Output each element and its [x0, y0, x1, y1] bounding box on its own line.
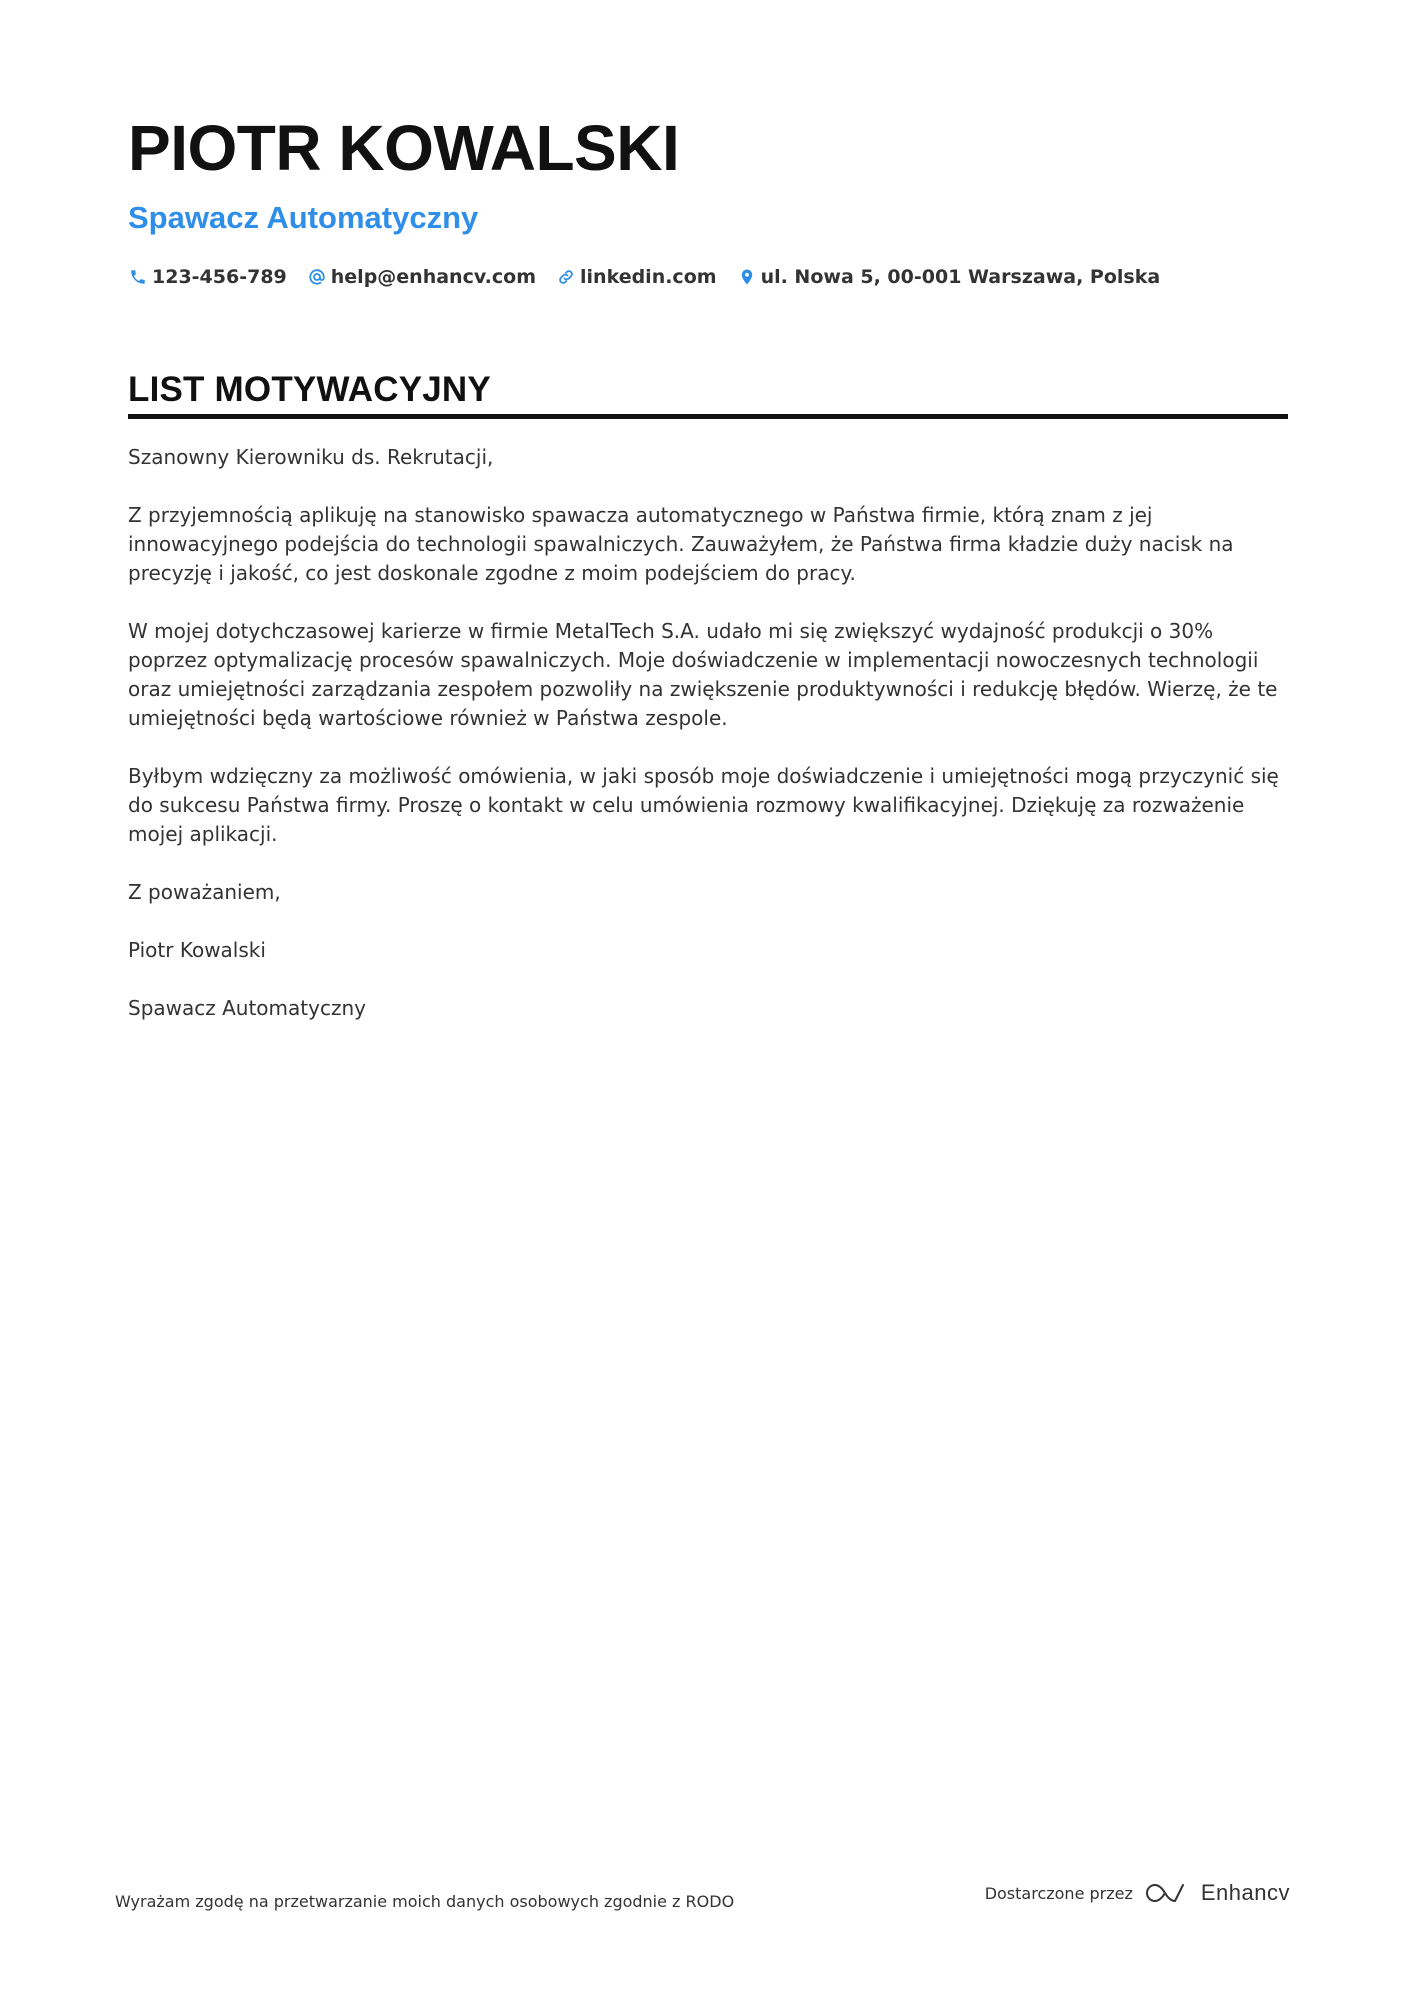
contact-phone	[128, 266, 287, 288]
letter-body	[128, 443, 1288, 1023]
candidate-name: PIOTR KOWALSKI	[128, 112, 680, 184]
enhancv-logo-icon	[1145, 1880, 1191, 1906]
phone-icon	[128, 267, 148, 287]
contact-address	[737, 266, 1161, 288]
contact-linkedin[interactable]	[556, 266, 717, 288]
signature-title: Spawacz Automatyczny	[128, 996, 366, 1020]
letter-closing: Z poważaniem,	[128, 880, 281, 904]
enhancv-brand: Enhancv	[1200, 1880, 1290, 1905]
contact-linkedin-text: linkedin.com	[580, 266, 717, 288]
powered-by-label: Dostarczone przez	[984, 1883, 1133, 1903]
contact-phone-text: 123-456-789	[152, 266, 287, 288]
contact-list	[128, 262, 1288, 292]
location-pin-icon	[737, 267, 757, 287]
header	[128, 108, 1288, 292]
section-divider	[128, 414, 1288, 419]
powered-by[interactable]	[985, 1880, 1290, 1906]
letter-paragraph: Byłbym wdzięczny za możliwość omówienia, w jaki sposób moje doświadczenie i umiejętności mogą przyczynić się do sukcesu Państwa firmy. Proszę o kontakt w celu umówienia rozmowy kwalifikacyjnej. Dziękuję za rozważenie mojej aplikacji.	[128, 764, 1279, 846]
gdpr-consent: Wyrażam zgodę na przetwarzanie moich danych osobowych zgodnie z RODO	[115, 1892, 735, 1911]
contact-email[interactable]	[307, 266, 536, 288]
at-icon	[307, 267, 327, 287]
letter-paragraph: W mojej dotychczasowej karierze w firmie MetalTech S.A. udało mi się zwiększyć wydajność produkcji o 30% poprzez optymalizację procesów spawalniczych. Moje doświadczenie w implementacji nowoczesnych technologii oraz umiejętności zarządzania zespołem pozwoliły na zwiększenie produktywności i redukcję błędów. Wierzę, że te umiejętności będą wartościowe również w Państwa zespole.	[128, 619, 1278, 730]
contact-address-text: ul. Nowa 5, 00-001 Warszawa, Polska	[760, 266, 1161, 288]
letter-greeting: Szanowny Kierowniku ds. Rekrutacji,	[128, 445, 494, 469]
cover-letter-section	[128, 368, 1288, 1052]
signature-name: Piotr Kowalski	[128, 938, 266, 962]
candidate-role: Spawacz Automatyczny	[128, 200, 479, 235]
link-icon	[556, 267, 576, 287]
section-title: LIST MOTYWACYJNY	[128, 370, 491, 409]
contact-email-text: help@enhancv.com	[330, 266, 537, 288]
letter-paragraph: Z przyjemnością aplikuję na stanowisko spawacza automatycznego w Państwa firmie, którą znam z jej innowacyjnego podejścia do technologii spawalniczych. Zauważyłem, że Państwa firma kładzie duży nacisk na precyzję i jakość, co jest doskonale zgodne z moim podejściem do pracy.	[128, 503, 1234, 585]
